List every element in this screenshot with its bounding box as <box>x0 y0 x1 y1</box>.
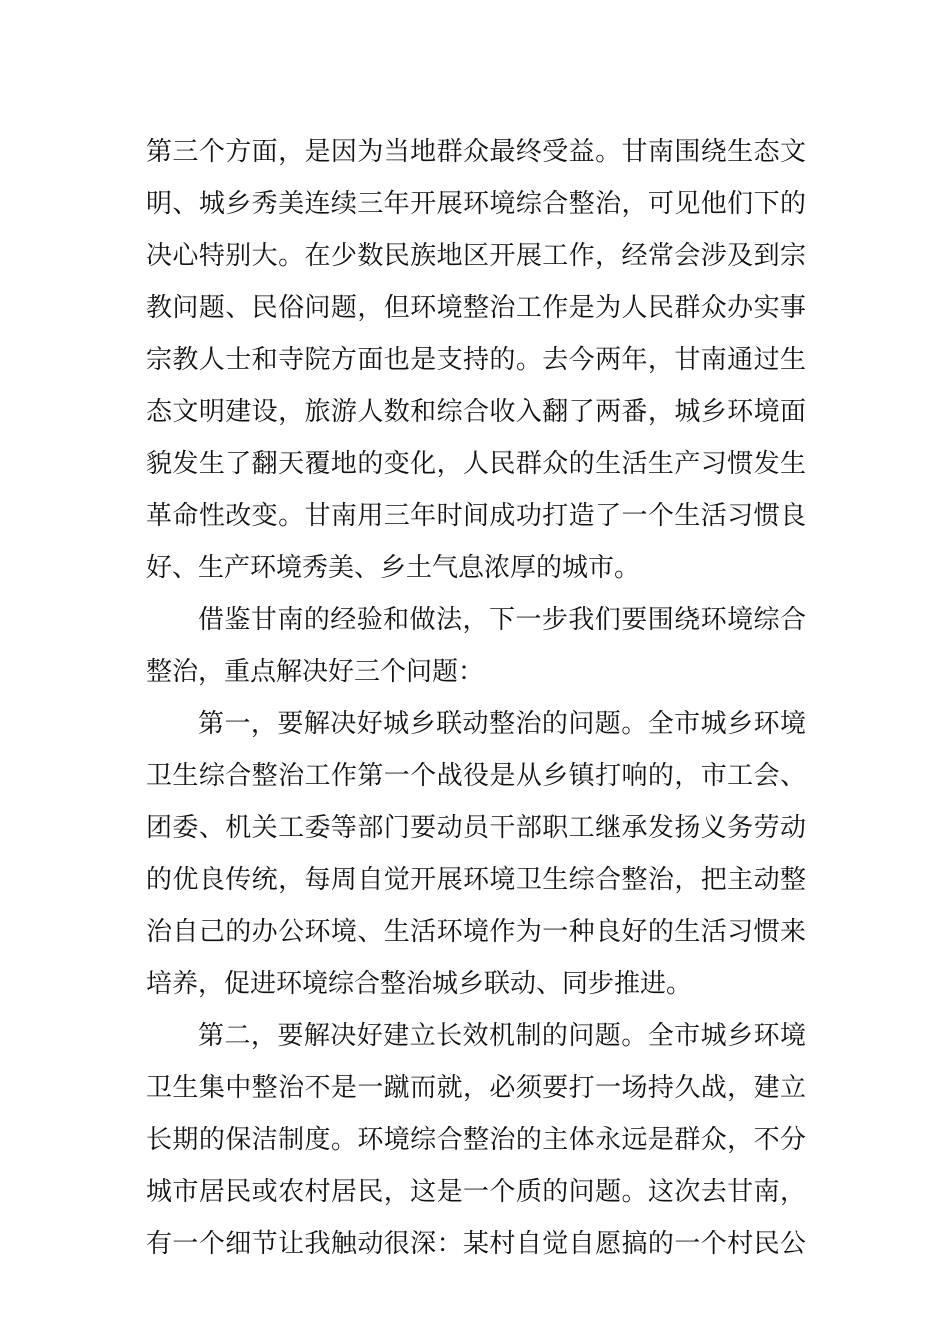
text-line: 整治，重点解决好三个问题： <box>146 657 485 687</box>
text-line: 宗教人士和寺院方面也是支持的。去今两年，甘南通过生 <box>146 345 806 375</box>
paragraph-4 <box>146 1010 806 1270</box>
text-line: 决心特别大。在少数民族地区开展工作，经常会涉及到宗 <box>146 241 806 271</box>
text-line: 团委、机关工委等部门要动员干部职工继承发扬义务劳动 <box>146 813 806 843</box>
paragraph-2 <box>146 594 806 698</box>
text-line: 革命性改变。甘南用三年时间成功打造了一个生活习惯良 <box>146 501 806 531</box>
text-line: 长期的保洁制度。环境综合整治的主体永远是群众，不分 <box>146 1125 806 1155</box>
body-text <box>146 126 806 1270</box>
text-line: 培养，促进环境综合整治城乡联动、同步推进。 <box>146 969 693 999</box>
text-line: 明、城乡秀美连续三年开展环境综合整治，可见他们下的 <box>146 189 806 219</box>
text-line: 态文明建设，旅游人数和综合收入翻了两番，城乡环境面 <box>146 397 806 427</box>
text-line: 貌发生了翻天覆地的变化，人民群众的生活生产习惯发生 <box>146 449 806 479</box>
text-line: 卫生集中整治不是一蹴而就，必须要打一场持久战，建立 <box>146 1073 806 1103</box>
text-line: 教问题、民俗问题，但环境整治工作是为人民群众办实事 <box>146 293 806 323</box>
text-line: 借鉴甘南的经验和做法，下一步我们要围绕环境综合 <box>198 605 806 635</box>
text-line: 第一，要解决好城乡联动整治的问题。全市城乡环境 <box>198 709 806 739</box>
text-line: 好、生产环境秀美、乡土气息浓厚的城市。 <box>146 553 641 583</box>
text-line: 治自己的办公环境、生活环境作为一种良好的生活习惯来 <box>146 917 806 947</box>
text-line: 第三个方面，是因为当地群众最终受益。甘南围绕生态文 <box>146 137 806 167</box>
text-line: 卫生综合整治工作第一个战役是从乡镇打响的，市工会、 <box>146 761 806 791</box>
paragraph-3 <box>146 698 806 1010</box>
text-line: 的优良传统，每周自觉开展环境卫生综合整治，把主动整 <box>146 865 806 895</box>
text-line: 第二，要解决好建立长效机制的问题。全市城乡环境 <box>198 1021 806 1051</box>
text-line: 城市居民或农村居民，这是一个质的问题。这次去甘南， <box>146 1177 806 1207</box>
paragraph-1 <box>146 126 806 594</box>
text-line: 有一个细节让我触动很深：某村自觉自愿搞的一个村民公 <box>146 1229 806 1259</box>
